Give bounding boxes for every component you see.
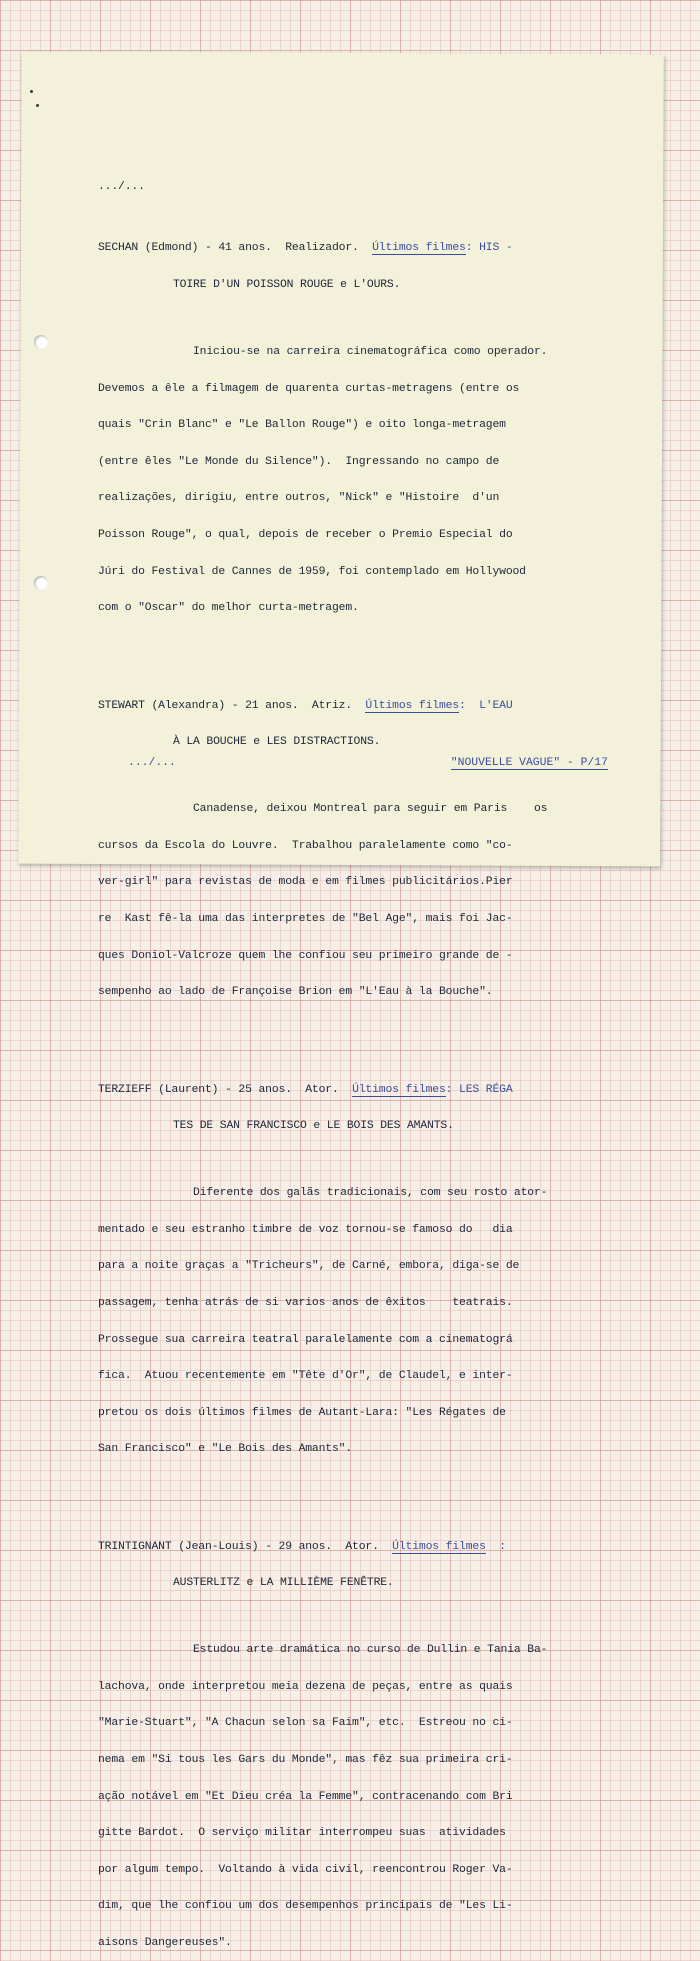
- entry-heading: TRINTIGNANT (Jean-Louis) - 29 anos. Ator. Últimos filmes :: [98, 1540, 506, 1553]
- page-reference: "NOUVELLE VAGUE" - P/17: [450, 757, 608, 769]
- continuation-mark-bottom: .../...: [128, 757, 176, 769]
- body-line: Diferente dos galãs tradicionais, com seu rosto ator-: [193, 1187, 548, 1200]
- latest-films-label: Últimos filmes: [392, 1540, 486, 1553]
- body-line: pretou os dois últimos filmes de Autant-Lara: "Les Régates de: [98, 1406, 506, 1419]
- body-line: Júri do Festival de Cannes de 1959, foi contemplado em Hollywood: [98, 565, 526, 578]
- body-line: com o "Oscar" do melhor curta-metragem.: [98, 602, 359, 615]
- entry-heading: TERZIEFF (Laurent) - 25 anos. Ator. Últimos filmes: LES RÉGA: [98, 1083, 513, 1096]
- body-line: mentado e seu estranho timbre de voz tornou-se famoso do dia: [98, 1223, 513, 1236]
- body-line: realizações, dirigiu, entre outros, "Nick" e "Histoire d'un: [98, 492, 500, 505]
- body-line: Estudou arte dramática no curso de Dullin e Tania Ba-: [193, 1644, 548, 1657]
- body-line: "Marie-Stuart", "A Chacun selon sa Faim", etc. Estreou no ci-: [98, 1717, 513, 1730]
- body-line: Iniciou-se na carreira cinematográfica como operador.: [193, 346, 548, 358]
- body-line: aisons Dangereuses".: [98, 1937, 232, 1950]
- body-line: dim, que lhe confiou um dos desempenhos principais de "Les Li-: [98, 1900, 513, 1913]
- entry-heading-cont: À LA BOUCHE e LES DISTRACTIONS.: [173, 736, 381, 749]
- entry-heading-cont: AUSTERLITZ e LA MILLIÈME FENÊTRE.: [173, 1577, 394, 1590]
- body-line: Poisson Rouge", o qual, depois de receber o Premio Especial do: [98, 528, 513, 541]
- body-line: Devemos a êle a filmagem de quarenta curtas-metragens (entre os: [98, 382, 520, 395]
- body-line: lachova, onde interpretou meia dezena de peças, entre as quais: [98, 1680, 513, 1693]
- entry-heading: SECHAN (Edmond) - 41 anos. Realizador. Últimos filmes: HIS -: [98, 242, 513, 255]
- entry-heading-cont: TES DE SAN FRANCISCO e LE BOIS DES AMANTS.: [173, 1120, 454, 1133]
- body-line: sempenho ao lado de Françoise Brion em "L'Eau à la Bouche".: [98, 986, 493, 999]
- body-line: para a noite graças a "Tricheurs", de Carné, embora, diga-se de: [98, 1260, 520, 1273]
- body-line: ver-girl" para revistas de moda e em filmes publicitários.Pier: [98, 876, 513, 889]
- body-line: San Francisco" e "Le Bois des Amants".: [98, 1443, 353, 1456]
- ink-speck: [30, 90, 33, 93]
- body-line: gitte Bardot. O serviço militar interrompeu suas atividades: [98, 1827, 506, 1840]
- punch-hole: [34, 576, 48, 590]
- latest-films-label: Últimos filmes: [352, 1083, 446, 1096]
- body-line: fica. Atuou recentemente em "Tête d'Or", de Claudel, e inter-: [98, 1370, 513, 1383]
- ink-speck: [36, 104, 39, 107]
- body-line: quais "Crin Blanc" e "Le Ballon Rouge") e oito longa-metragem: [98, 419, 506, 432]
- body-line: nema em "Si tous les Gars du Monde", mas fêz sua primeira cri-: [98, 1754, 513, 1767]
- body-line: Canadense, deixou Montreal para seguir em Paris os: [193, 803, 548, 816]
- continuation-mark-top: .../...: [98, 181, 145, 194]
- page-footer: [128, 757, 608, 771]
- punch-hole: [34, 335, 48, 349]
- body-line: Prossegue sua carreira teatral paralelamente com a cinematográ: [98, 1333, 513, 1346]
- body-line: ação notável em "Et Dieu créa la Femme", contracenando com Bri: [98, 1790, 513, 1803]
- latest-films-label: Últimos filmes: [372, 242, 466, 255]
- entry-heading-cont: TOIRE D'UN POISSON ROUGE e L'OURS.: [173, 279, 401, 291]
- latest-films-label: Últimos filmes: [365, 699, 460, 712]
- entry-heading: STEWART (Alexandra) - 21 anos. Atriz. Últimos filmes: L'EAU: [98, 699, 513, 712]
- typed-text: [98, 157, 620, 1961]
- body-line: passagem, tenha atrás de si varios anos de êxitos teatrais.: [98, 1296, 513, 1309]
- body-line: ques Doniol-Valcroze quem lhe confiou seu primeiro grande de -: [98, 949, 513, 962]
- body-line: (entre êles "Le Monde du Silence"). Ingressando no campo de: [98, 455, 500, 468]
- body-line: re Kast fê-la uma das interpretes de "Bel Age", mais foi Jac-: [98, 912, 513, 925]
- body-line: cursos da Escola do Louvre. Trabalhou paralelamente como "co-: [98, 839, 513, 852]
- body-line: por algum tempo. Voltando à vida civil, reencontrou Roger Va-: [98, 1863, 513, 1876]
